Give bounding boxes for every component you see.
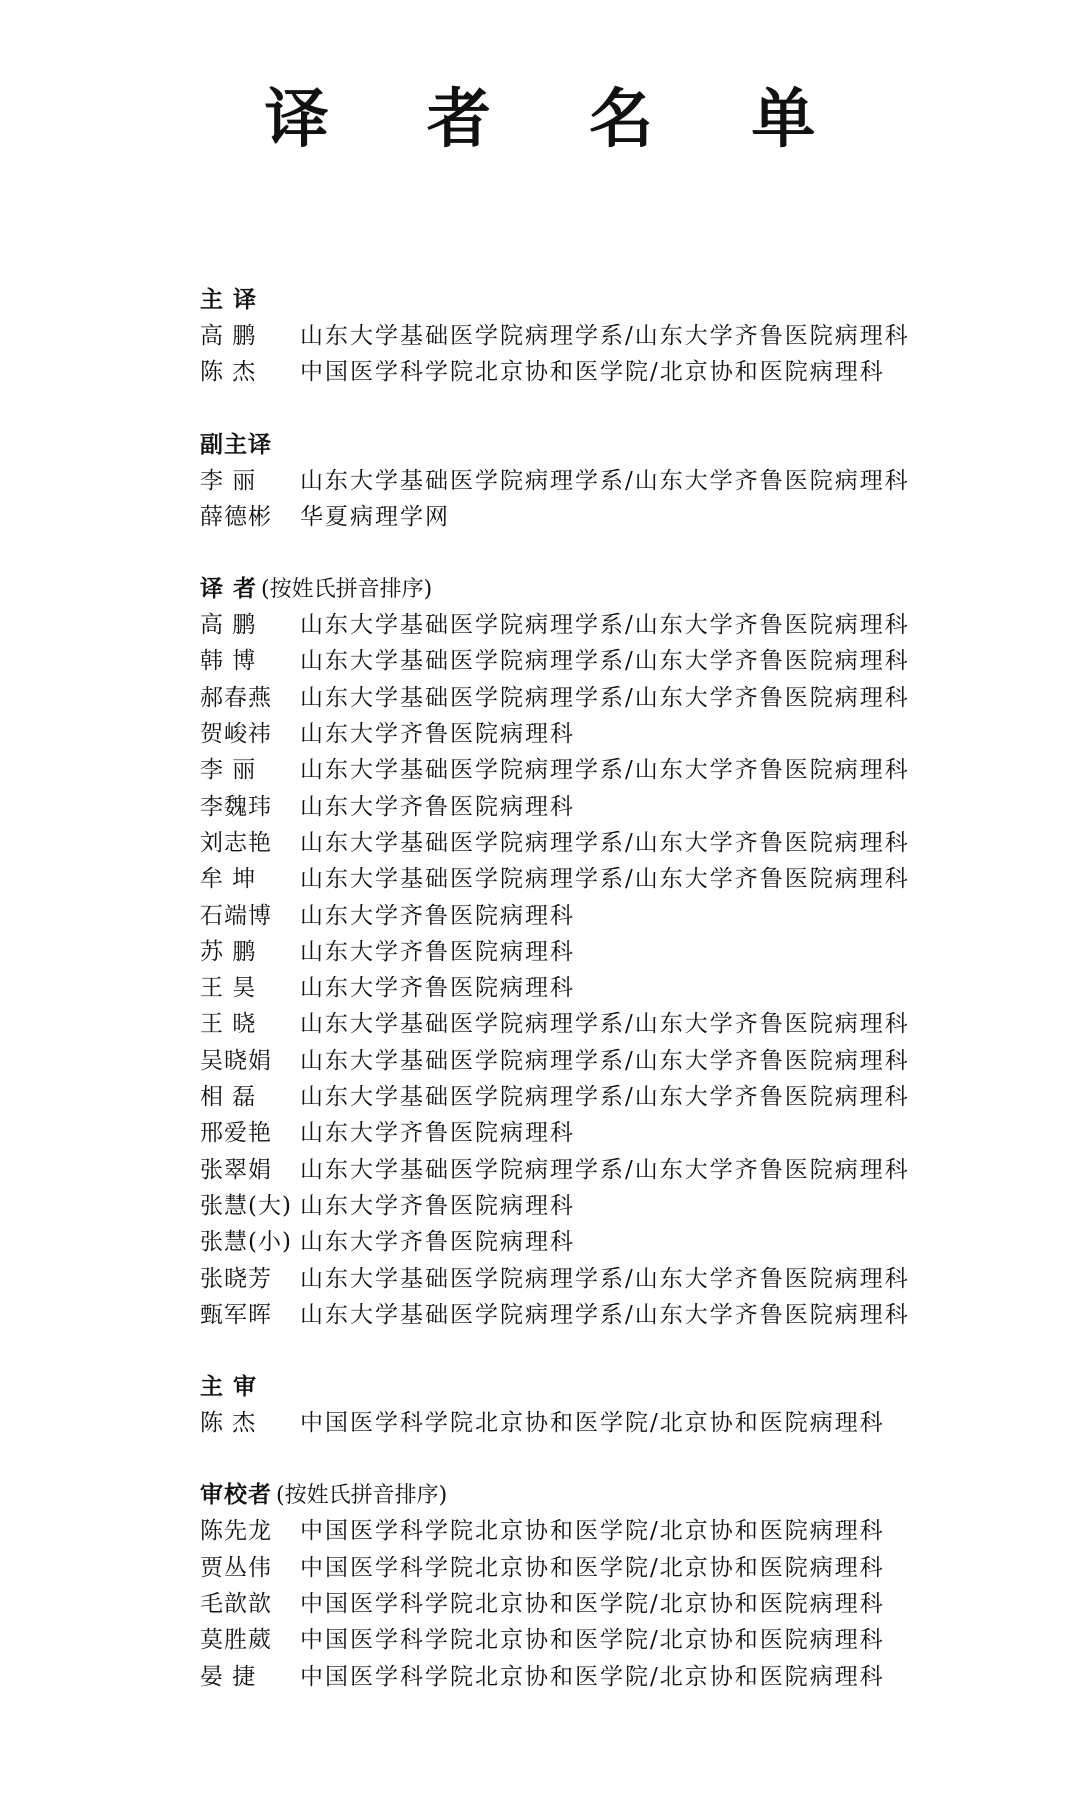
person-affiliation: 山东大学基础医学院病理学系/山东大学齐鲁医院病理科 — [300, 757, 910, 784]
section-heading-label: 主 译 — [200, 287, 258, 313]
person-affiliation: 山东大学基础医学院病理学系/山东大学齐鲁医院病理科 — [300, 1011, 910, 1038]
person-affiliation: 山东大学齐鲁医院病理科 — [300, 1192, 575, 1219]
list-item — [200, 607, 1020, 643]
list-item — [200, 318, 1020, 354]
person-affiliation: 中国医学科学院北京协和医学院/北京协和医院病理科 — [300, 1410, 885, 1437]
list-item — [200, 680, 1020, 716]
list-item — [200, 1224, 1020, 1260]
person-affiliation: 山东大学齐鲁医院病理科 — [300, 1229, 575, 1256]
list-item — [200, 1115, 1020, 1151]
translator-list — [200, 282, 1020, 1731]
person-name: 张慧(小) — [200, 1229, 292, 1256]
list-item — [200, 1079, 1020, 1115]
role-section — [200, 1369, 1020, 1441]
person-affiliation: 中国医学科学院北京协和医学院/北京协和医院病理科 — [300, 1663, 885, 1690]
person-name: 邢爱艳 — [200, 1120, 272, 1147]
section-heading — [200, 282, 1020, 318]
person-name: 苏 鹏 — [200, 938, 257, 965]
list-item — [200, 1297, 1020, 1333]
list-item — [200, 463, 1020, 499]
list-item — [200, 1006, 1020, 1042]
person-name: 王 晓 — [200, 1011, 257, 1038]
person-name: 薛德彬 — [200, 503, 272, 530]
list-item — [200, 1152, 1020, 1188]
list-item — [200, 861, 1020, 897]
person-affiliation: 中国医学科学院北京协和医学院/北京协和医院病理科 — [300, 1554, 885, 1581]
person-affiliation: 山东大学齐鲁医院病理科 — [300, 1120, 575, 1147]
person-affiliation: 中国医学科学院北京协和医学院/北京协和医院病理科 — [300, 1627, 885, 1654]
person-name: 陈先龙 — [200, 1518, 272, 1545]
person-affiliation: 山东大学齐鲁医院病理科 — [300, 721, 575, 748]
list-item — [200, 934, 1020, 970]
section-heading-label: 译 者 — [200, 576, 258, 603]
list-item — [200, 1043, 1020, 1079]
page-title: 译 者 名 单 — [264, 83, 854, 157]
person-affiliation: 山东大学基础医学院病理学系/山东大学齐鲁医院病理科 — [300, 612, 910, 639]
person-name: 张慧(大) — [200, 1192, 292, 1219]
person-name: 高 鹏 — [200, 323, 257, 349]
person-name: 石端博 — [200, 902, 272, 929]
person-name: 李 丽 — [200, 757, 257, 784]
person-affiliation: 山东大学基础医学院病理学系/山东大学齐鲁医院病理科 — [300, 323, 910, 349]
person-name: 陈 杰 — [200, 1410, 257, 1437]
person-affiliation: 山东大学基础医学院病理学系/山东大学齐鲁医院病理科 — [300, 1301, 910, 1328]
list-item — [200, 825, 1020, 861]
person-affiliation: 山东大学基础医学院病理学系/山东大学齐鲁医院病理科 — [300, 467, 910, 494]
role-section — [200, 1477, 1020, 1694]
role-section — [200, 571, 1020, 1333]
person-affiliation: 山东大学基础医学院病理学系/山东大学齐鲁医院病理科 — [300, 829, 910, 856]
person-name: 韩 博 — [200, 648, 257, 675]
person-affiliation: 山东大学基础医学院病理学系/山东大学齐鲁医院病理科 — [300, 648, 910, 675]
list-item — [200, 1586, 1020, 1622]
person-affiliation: 山东大学基础医学院病理学系/山东大学齐鲁医院病理科 — [300, 866, 910, 893]
list-item — [200, 1261, 1020, 1297]
person-affiliation: 山东大学基础医学院病理学系/山东大学齐鲁医院病理科 — [300, 1047, 910, 1074]
person-name: 张翠娟 — [200, 1156, 272, 1183]
person-name: 贾丛伟 — [200, 1554, 272, 1581]
section-heading-note: (按姓氏拼音排序) — [261, 577, 433, 603]
person-name: 甄军晖 — [200, 1301, 272, 1328]
list-item — [200, 789, 1020, 825]
list-item — [200, 354, 1020, 390]
section-heading — [200, 427, 1020, 463]
list-item — [200, 752, 1020, 788]
person-affiliation: 中国医学科学院北京协和医学院/北京协和医院病理科 — [300, 359, 885, 386]
person-name: 郝春燕 — [200, 684, 272, 711]
person-affiliation: 山东大学基础医学院病理学系/山东大学齐鲁医院病理科 — [300, 1265, 910, 1292]
person-affiliation: 山东大学齐鲁医院病理科 — [300, 975, 575, 1002]
person-name: 李 丽 — [200, 467, 257, 494]
person-name: 李魏玮 — [200, 793, 272, 820]
role-section — [200, 427, 1020, 536]
list-item — [200, 970, 1020, 1006]
person-affiliation: 山东大学齐鲁医院病理科 — [300, 902, 575, 929]
person-affiliation: 山东大学基础医学院病理学系/山东大学齐鲁医院病理科 — [300, 1084, 910, 1111]
list-item — [200, 1622, 1020, 1658]
list-item — [200, 898, 1020, 934]
section-heading — [200, 1369, 1020, 1405]
section-heading — [200, 1477, 1020, 1513]
person-name: 相 磊 — [200, 1084, 257, 1111]
person-name: 陈 杰 — [200, 359, 257, 386]
person-name: 莫胜葳 — [200, 1627, 272, 1654]
person-name: 牟 坤 — [200, 866, 257, 893]
person-affiliation: 山东大学齐鲁医院病理科 — [300, 938, 575, 965]
section-heading-label: 审校者 — [200, 1482, 272, 1509]
person-name: 张晓芳 — [200, 1265, 272, 1292]
list-item — [200, 1513, 1020, 1549]
role-section — [200, 282, 1020, 391]
list-item — [200, 1405, 1020, 1441]
section-heading — [200, 571, 1020, 607]
section-heading-label: 主 审 — [200, 1374, 258, 1401]
section-heading-label: 副主译 — [200, 431, 272, 458]
person-name: 吴晓娟 — [200, 1047, 272, 1074]
person-name: 高 鹏 — [200, 612, 257, 639]
person-affiliation: 中国医学科学院北京协和医学院/北京协和医院病理科 — [300, 1518, 885, 1545]
person-affiliation: 中国医学科学院北京协和医学院/北京协和医院病理科 — [300, 1591, 885, 1618]
list-item — [200, 499, 1020, 535]
person-name: 王 昊 — [200, 975, 257, 1002]
list-item — [200, 1550, 1020, 1586]
person-affiliation: 华夏病理学网 — [300, 503, 450, 530]
person-name: 毛歆歆 — [200, 1591, 272, 1618]
list-item — [200, 1188, 1020, 1224]
person-name: 刘志艳 — [200, 829, 272, 856]
person-affiliation: 山东大学基础医学院病理学系/山东大学齐鲁医院病理科 — [300, 684, 910, 711]
person-affiliation: 山东大学齐鲁医院病理科 — [300, 793, 575, 820]
section-heading-note: (按姓氏拼音排序) — [276, 1483, 448, 1509]
person-affiliation: 山东大学基础医学院病理学系/山东大学齐鲁医院病理科 — [300, 1156, 910, 1183]
list-item — [200, 716, 1020, 752]
person-name: 晏 捷 — [200, 1663, 257, 1690]
list-item — [200, 643, 1020, 679]
person-name: 贺峻祎 — [200, 721, 272, 748]
list-item — [200, 1659, 1020, 1695]
